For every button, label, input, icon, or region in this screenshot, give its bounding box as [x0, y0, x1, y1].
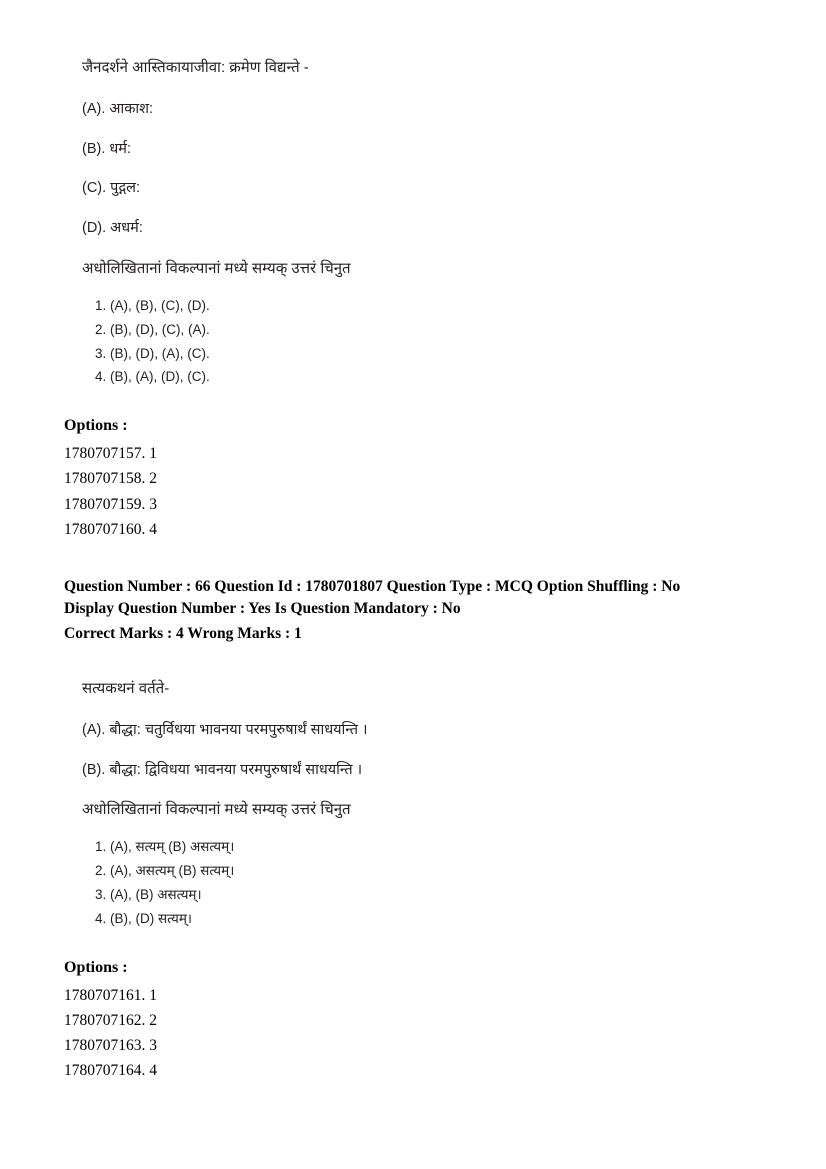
- question-65-item-a: (A). आकाश:: [82, 101, 153, 118]
- question-66-meta-line-2: Display Question Number : Yes Is Question Mandatory : No: [64, 599, 461, 617]
- list-item: 3. (A), (B) असत्यम्।: [110, 886, 762, 905]
- question-66-block: [64, 679, 762, 1084]
- question-66-meta-line-1: Question Number : 66 Question Id : 1780701807 Question Type : MCQ Option Shuffling : No: [64, 577, 681, 595]
- question-66-options-label: Options :: [64, 958, 128, 976]
- question-65-item-b: (B). धर्म:: [82, 140, 132, 157]
- question-65-option-id-4: 1780707160. 4: [64, 520, 157, 538]
- list-item: 2. (A), असत्यम् (B) सत्यम्।: [110, 862, 762, 881]
- list-item: 4. (B), (A), (D), (C).: [110, 368, 762, 387]
- question-65-block: [64, 58, 762, 542]
- list-item: 1. (A), सत्यम् (B) असत्यम्।: [110, 838, 762, 857]
- question-66-metadata: [64, 576, 762, 645]
- question-65-choice-list: [84, 297, 762, 388]
- list-item: 2. (B), (D), (C), (A).: [110, 321, 762, 340]
- question-65-stem: जैनदर्शने आस्तिकायाजीवा: क्रमेण विद्यन्ते -: [82, 59, 309, 76]
- question-66-instruction: अधोलिखितानां विकल्पानां मध्ये सम्यक् उत्तरं चिनुत: [82, 801, 351, 819]
- question-65-option-id-3: 1780707159. 3: [64, 495, 157, 513]
- list-item: 4. (B), (D) सत्यम्।: [110, 910, 762, 929]
- question-66-option-id-3: 1780707163. 3: [64, 1037, 157, 1055]
- question-65-options-label: Options :: [64, 417, 128, 435]
- list-item: 1. (A), (B), (C), (D).: [110, 297, 762, 316]
- question-66-stem: सत्यकथनं वर्तते-: [82, 679, 170, 697]
- question-65-option-id-1: 1780707157. 1: [64, 445, 157, 463]
- question-66-item-b: (B). बौद्धा: द्विविधया भावनया परमपुरुषार्थं साधयन्ति ।: [82, 761, 363, 778]
- question-65-item-c: (C). पुद्गल:: [82, 180, 141, 197]
- question-66-option-id-2: 1780707162. 2: [64, 1012, 157, 1030]
- list-item: 3. (B), (D), (A), (C).: [110, 345, 762, 364]
- section-spacer: [64, 645, 762, 679]
- question-65-item-d: (D). अधर्म:: [82, 219, 143, 236]
- question-66-option-id-4: 1780707164. 4: [64, 1062, 157, 1080]
- question-66-choice-list: [84, 838, 762, 929]
- question-66-meta-line-3: Correct Marks : 4 Wrong Marks : 1: [64, 624, 302, 642]
- question-66-item-a: (A). बौद्धा: चतुर्विधया भावनया परमपुरुषार्थं साधयन्ति ।: [82, 722, 368, 738]
- question-65-instruction: अधोलिखितानां विकल्पानां मध्ये सम्यक् उत्तरं चिनुत: [82, 259, 351, 277]
- question-65-option-id-2: 1780707158. 2: [64, 470, 157, 488]
- question-66-option-id-1: 1780707161. 1: [64, 986, 157, 1004]
